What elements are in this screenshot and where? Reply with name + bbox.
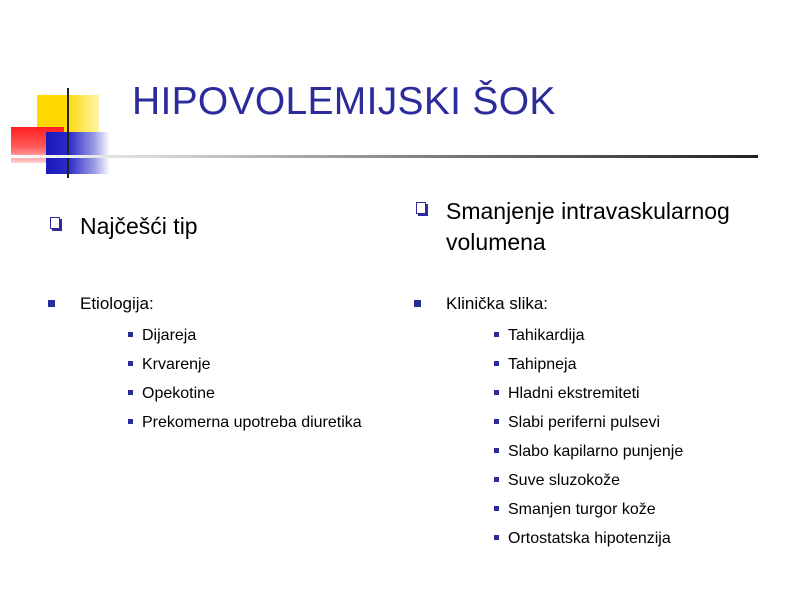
list-item: Smanjen turgor kože [488,495,784,524]
left-column [50,211,390,242]
square-bullet-icon [494,535,499,540]
etiology-list [122,321,388,437]
left-section-label-text: Etiologija: [80,294,154,313]
square-bullet-icon [494,506,499,511]
list-item: Opekotine [122,379,388,408]
square-bullet-icon [494,332,499,337]
left-heading [50,211,390,242]
right-heading-line1: Smanjenje intravaskularnog [446,198,730,224]
right-column [416,196,786,258]
clinical-list [488,321,784,553]
list-item: Ortostatska hipotenzija [488,524,784,553]
list-item: Suve sluzokože [488,466,784,495]
list-item: Prekomerna upotreba diuretika [122,408,388,437]
list-item: Slabi periferni pulsevi [488,408,784,437]
right-section-label [414,293,784,315]
list-item: Dijareja [122,321,388,350]
decor-vertical-line [67,88,69,178]
list-item: Tahikardija [488,321,784,350]
list-item: Tahipneja [488,350,784,379]
title-underline [0,155,758,158]
decor-blue-square [46,132,110,174]
square-bullet-icon [128,332,133,337]
square-bullet-icon [128,419,133,424]
slide-title: HIPOVOLEMIJSKI ŠOK [132,80,556,123]
right-heading [416,196,786,258]
hollow-square-bullet-icon [50,217,60,229]
square-bullet-icon [128,390,133,395]
left-heading-text: Najčešći tip [80,213,198,239]
list-item: Hladni ekstremiteti [488,379,784,408]
square-bullet-icon [494,390,499,395]
left-list [48,293,388,437]
hollow-square-bullet-icon [416,202,426,214]
left-section-label [48,293,388,315]
right-list [414,293,784,553]
square-bullet-icon [494,477,499,482]
square-bullet-icon [128,361,133,366]
right-heading-line2: volumena [446,229,546,255]
square-bullet-icon [48,300,55,307]
square-bullet-icon [494,361,499,366]
list-item: Krvarenje [122,350,388,379]
square-bullet-icon [494,419,499,424]
square-bullet-icon [494,448,499,453]
right-section-label-text: Klinička slika: [446,294,549,313]
list-item: Slabo kapilarno punjenje [488,437,784,466]
square-bullet-icon [414,300,421,307]
